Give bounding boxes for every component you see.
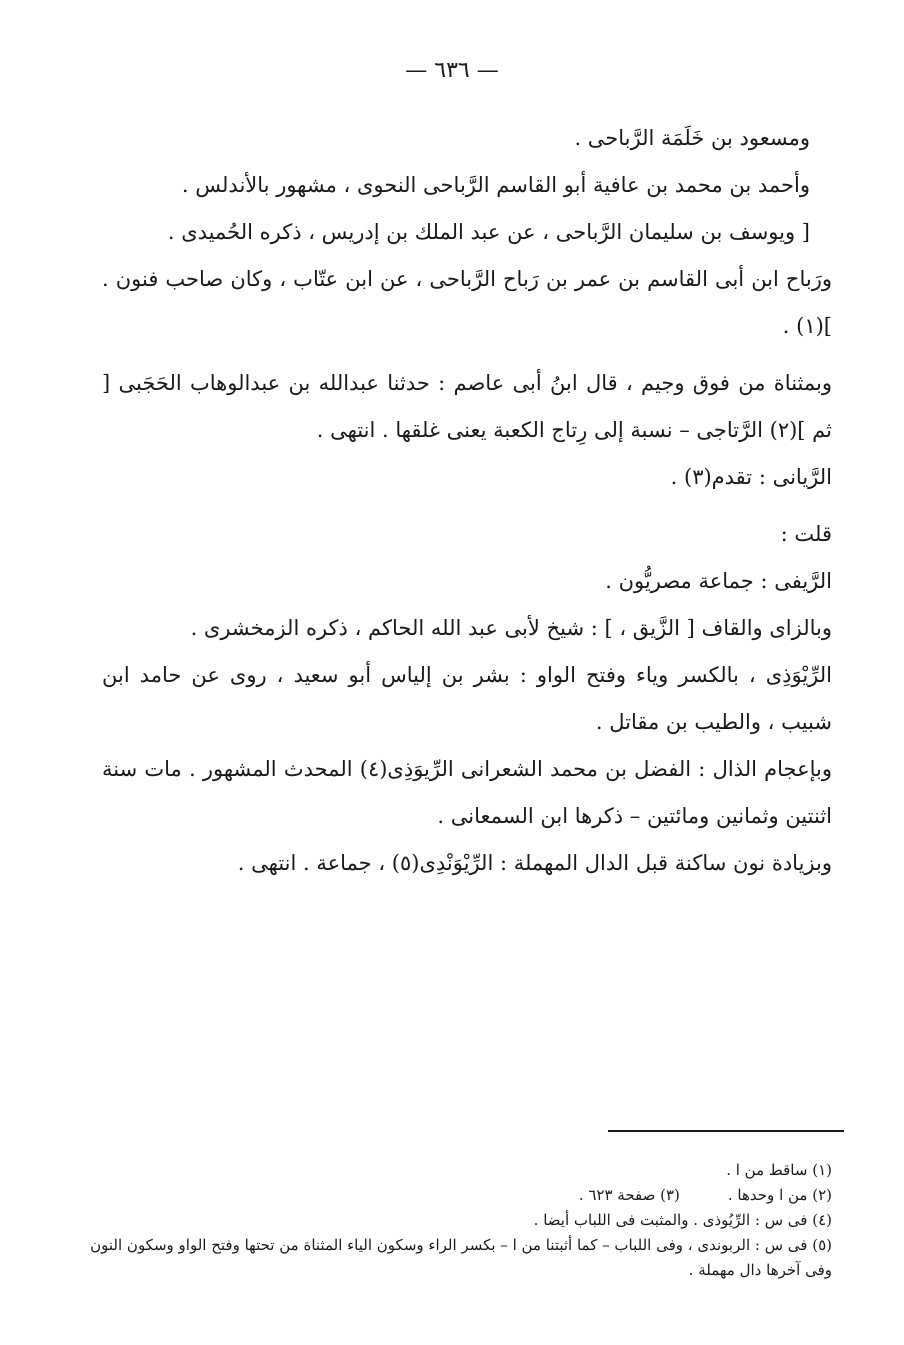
paragraph-7: قلت : <box>780 522 832 546</box>
paragraph-4: ورَباح ابن أبى القاسم بن عمر بن رَباح الرَّباحى ، عن ابن عتّاب ، وكان صاحب فنون . ](١) . <box>102 267 832 338</box>
paragraph-6: الرَّيانى : تقدم(٣) . <box>670 465 832 489</box>
footnote-divider <box>608 1130 844 1132</box>
footnote-2: (٢) من ا وحدها . <box>727 1186 832 1204</box>
paragraph-2: وأحمد بن محمد بن عافية أبو القاسم الرَّباحى النحوى ، مشهور بالأندلس . <box>181 173 810 197</box>
paragraph-10: الرِّيْوَذِى ، بالكسر وياء وفتح الواو : بشر بن إلياس أبو سعيد ، روى عن حامد ابن شبيب ، والطيب بن مقاتل . <box>102 663 832 734</box>
paragraph-8: الرَّيفى : جماعة مصريُّون . <box>605 569 832 593</box>
footnotes <box>62 1158 832 1283</box>
paragraph-9: وبالزاى والقاف [ الزَّيق ، ] : شيخ لأبى عبد الله الحاكم ، ذكره الزمخشرى . <box>190 616 832 640</box>
footnote-4: (٤) فى س : الرِّيُوذى . والمثبت فى اللباب أيضا . <box>533 1211 832 1229</box>
paragraph-11: وبإعجام الذال : الفضل بن محمد الشعرانى الرِّيوَذِى(٤) المحدث المشهور . مات سنة اثنتين وثمانين ومائتين – ذكرها ابن السمعانى . <box>102 757 832 828</box>
footnote-1: (١) ساقط من ا . <box>726 1161 832 1179</box>
footnote-3: (٣) صفحة ٦٢٣ . <box>578 1186 680 1204</box>
main-text <box>102 115 832 887</box>
paragraph-1: ومسعود بن خَلَمَة الرَّباحى . <box>574 126 810 150</box>
page-number: — ٦٣٦ — <box>405 58 499 83</box>
paragraph-5: وبمثناة من فوق وجيم ، قال ابنُ أبى عاصم : حدثنا عبدالله بن عبدالوهاب الحَجَبى [ ثم ](٢) الرَّتاجى – نسبة إلى رِتاج الكعبة يعنى غلقها . انتهى . <box>102 371 832 442</box>
paragraph-3: [ ويوسف بن سليمان الرَّباحى ، عن عبد الملك بن إدريس ، ذكره الحُميدى . <box>167 220 810 244</box>
paragraph-12: وبزيادة نون ساكنة قبل الدال المهملة : الرِّيْوَنْدِى(٥) ، جماعة . انتهى . <box>237 851 832 875</box>
footnote-row-2 <box>62 1183 832 1208</box>
footnote-5: (٥) فى س : الربوندى ، وفى اللباب – كما أثبتنا من ا – بكسر الراء وسكون الياء المثناة من تحتها وفتح الواو وسكون النون وفى آخرها دال مهملة . <box>90 1236 832 1279</box>
